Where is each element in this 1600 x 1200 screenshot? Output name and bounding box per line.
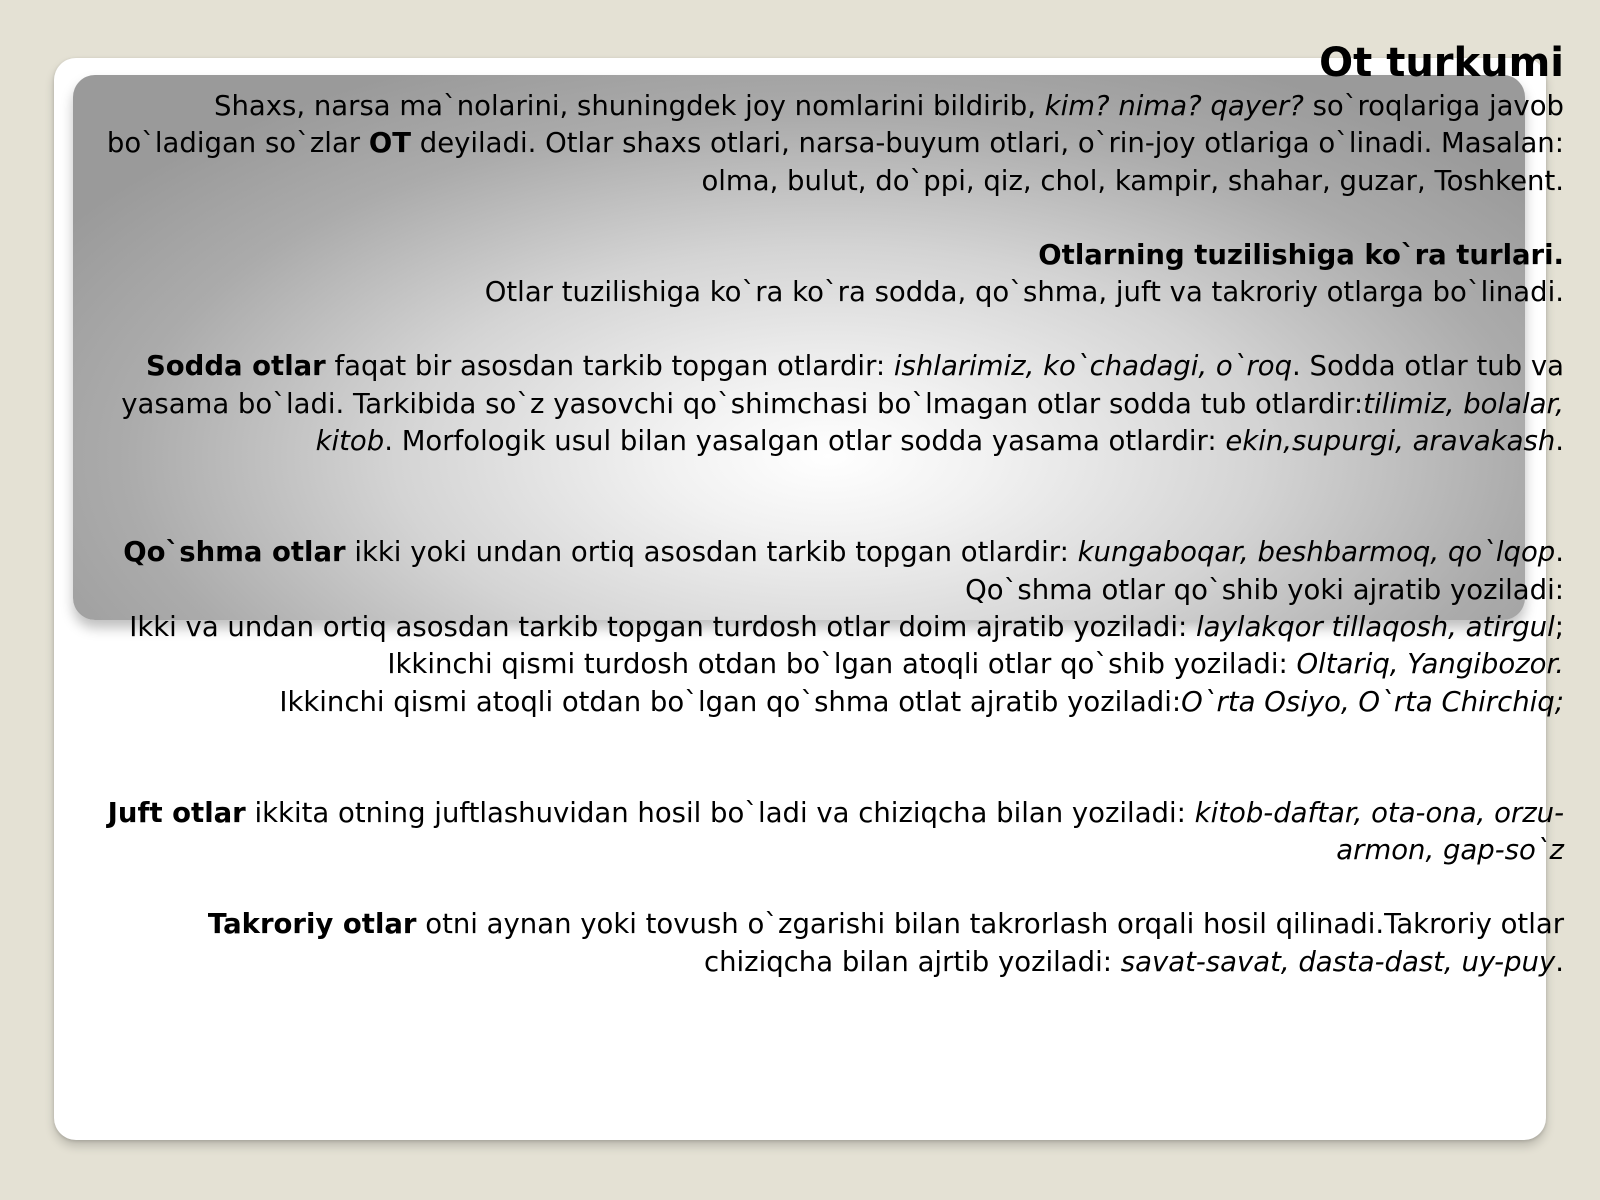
text: Ikkinchi qismi atoqli otdan bo`lgan qo`shma otlat ajratib yoziladi: <box>279 685 1182 718</box>
paragraph-qoshma-otlar <box>84 534 1564 609</box>
text: . Morfologik usul bilan yasalgan otlar sodda yasama otlardir: <box>384 425 1226 458</box>
paragraph-juft-otlar <box>84 795 1564 870</box>
italic-text: kungaboqar, beshbarmoq, qo`lqop <box>1077 536 1556 569</box>
italic-text: savat-savat, dasta-dast, uy-puy <box>1120 945 1556 978</box>
text: . <box>1555 945 1564 978</box>
heading-text: Otlarning tuzilishiga ko`ra turlari. <box>1038 238 1564 271</box>
paragraph-qoshma-rule-3 <box>84 684 1564 721</box>
text: deyiladi. Otlar shaxs otlari, narsa-buyum otlari, o`rin-joy otlariga o`linadi. Masalan: olma, bulut, do`ppi, qiz, chol, kampir, shahar, guzar, Toshkent. <box>411 127 1564 197</box>
text: otni aynan yoki tovush o`zgarishi bilan takrorlash orqali hosil qilinadi.Takroriy otlar chiziqcha bilan ajrtib yoziladi: <box>416 908 1564 978</box>
text: . <box>1555 425 1564 458</box>
text: . Qo`shma otlar qo`shib yoki ajratib yoziladi: <box>965 536 1564 606</box>
paragraph-sodda-otlar <box>84 348 1564 460</box>
bold-term: Juft otlar <box>107 796 246 829</box>
text: so`roqlariga javob bo`ladigan so`zlar <box>106 90 1564 160</box>
italic-text: laylakqor tillaqosh, atirgul <box>1196 610 1555 643</box>
italic-text: kim? nima? qayer? <box>1044 90 1304 122</box>
text: Shaxs, narsa ma`nolarini, shuningdek joy nomlarini bildirib, <box>214 90 1045 122</box>
italic-text: ekin,supurgi, aravakash <box>1225 425 1556 458</box>
slide-content <box>84 38 1564 981</box>
text: ; <box>1554 610 1564 643</box>
bold-term: OT <box>368 127 411 160</box>
text: faqat bir asosdan tarkib topgan otlardir: <box>325 350 894 383</box>
bold-term: Sodda otlar <box>145 350 326 383</box>
paragraph-takroriy-otlar <box>84 906 1564 981</box>
text: Ikki va undan ortiq asosdan tarkib topgan turdosh otlar doim ajratib yoziladi: <box>129 610 1197 643</box>
italic-text: ishlarimiz, ko`chadagi, o`roq <box>893 350 1293 383</box>
text: Ikkinchi qismi turdosh otdan bo`lgan atoqli otlar qo`shib yoziladi: <box>387 648 1297 681</box>
paragraph-types: Otlar tuzilishiga ko`ra ko`ra sodda, qo`shma, juft va takroriy otlarga bo`linadi. <box>484 276 1564 309</box>
paragraph-qoshma-rule-2 <box>84 646 1564 683</box>
italic-text: tilimiz, bolalar, kitob <box>315 387 1564 458</box>
italic-text: Oltariq, Yangibozor. <box>1296 648 1564 681</box>
section-heading <box>84 237 1564 274</box>
italic-text: kitob-daftar, ota-ona, orzu-armon, gap-so`z <box>1194 796 1564 867</box>
slide-title: Ot turkumi <box>1319 40 1564 86</box>
italic-text: O`rta Osiyo, O`rta Chirchiq; <box>1181 685 1564 718</box>
bold-term: Takroriy otlar <box>207 908 417 941</box>
paragraph-definition <box>84 88 1564 200</box>
text: ikkita otning juftlashuvidan hosil bo`ladi va chiziqcha bilan yoziladi: <box>245 796 1195 829</box>
text: . Sodda otlar tub va yasama bo`ladi. Tarkibida so`z yasovchi qo`shimchasi bo`lmagan otlar sodda tub otlardir: <box>121 350 1564 420</box>
text: ikki yoki undan ortiq asosdan tarkib topgan otlardir: <box>345 536 1078 569</box>
paragraph-qoshma-rule-1 <box>84 609 1564 646</box>
bold-term: Qo`shma otlar <box>123 536 346 569</box>
